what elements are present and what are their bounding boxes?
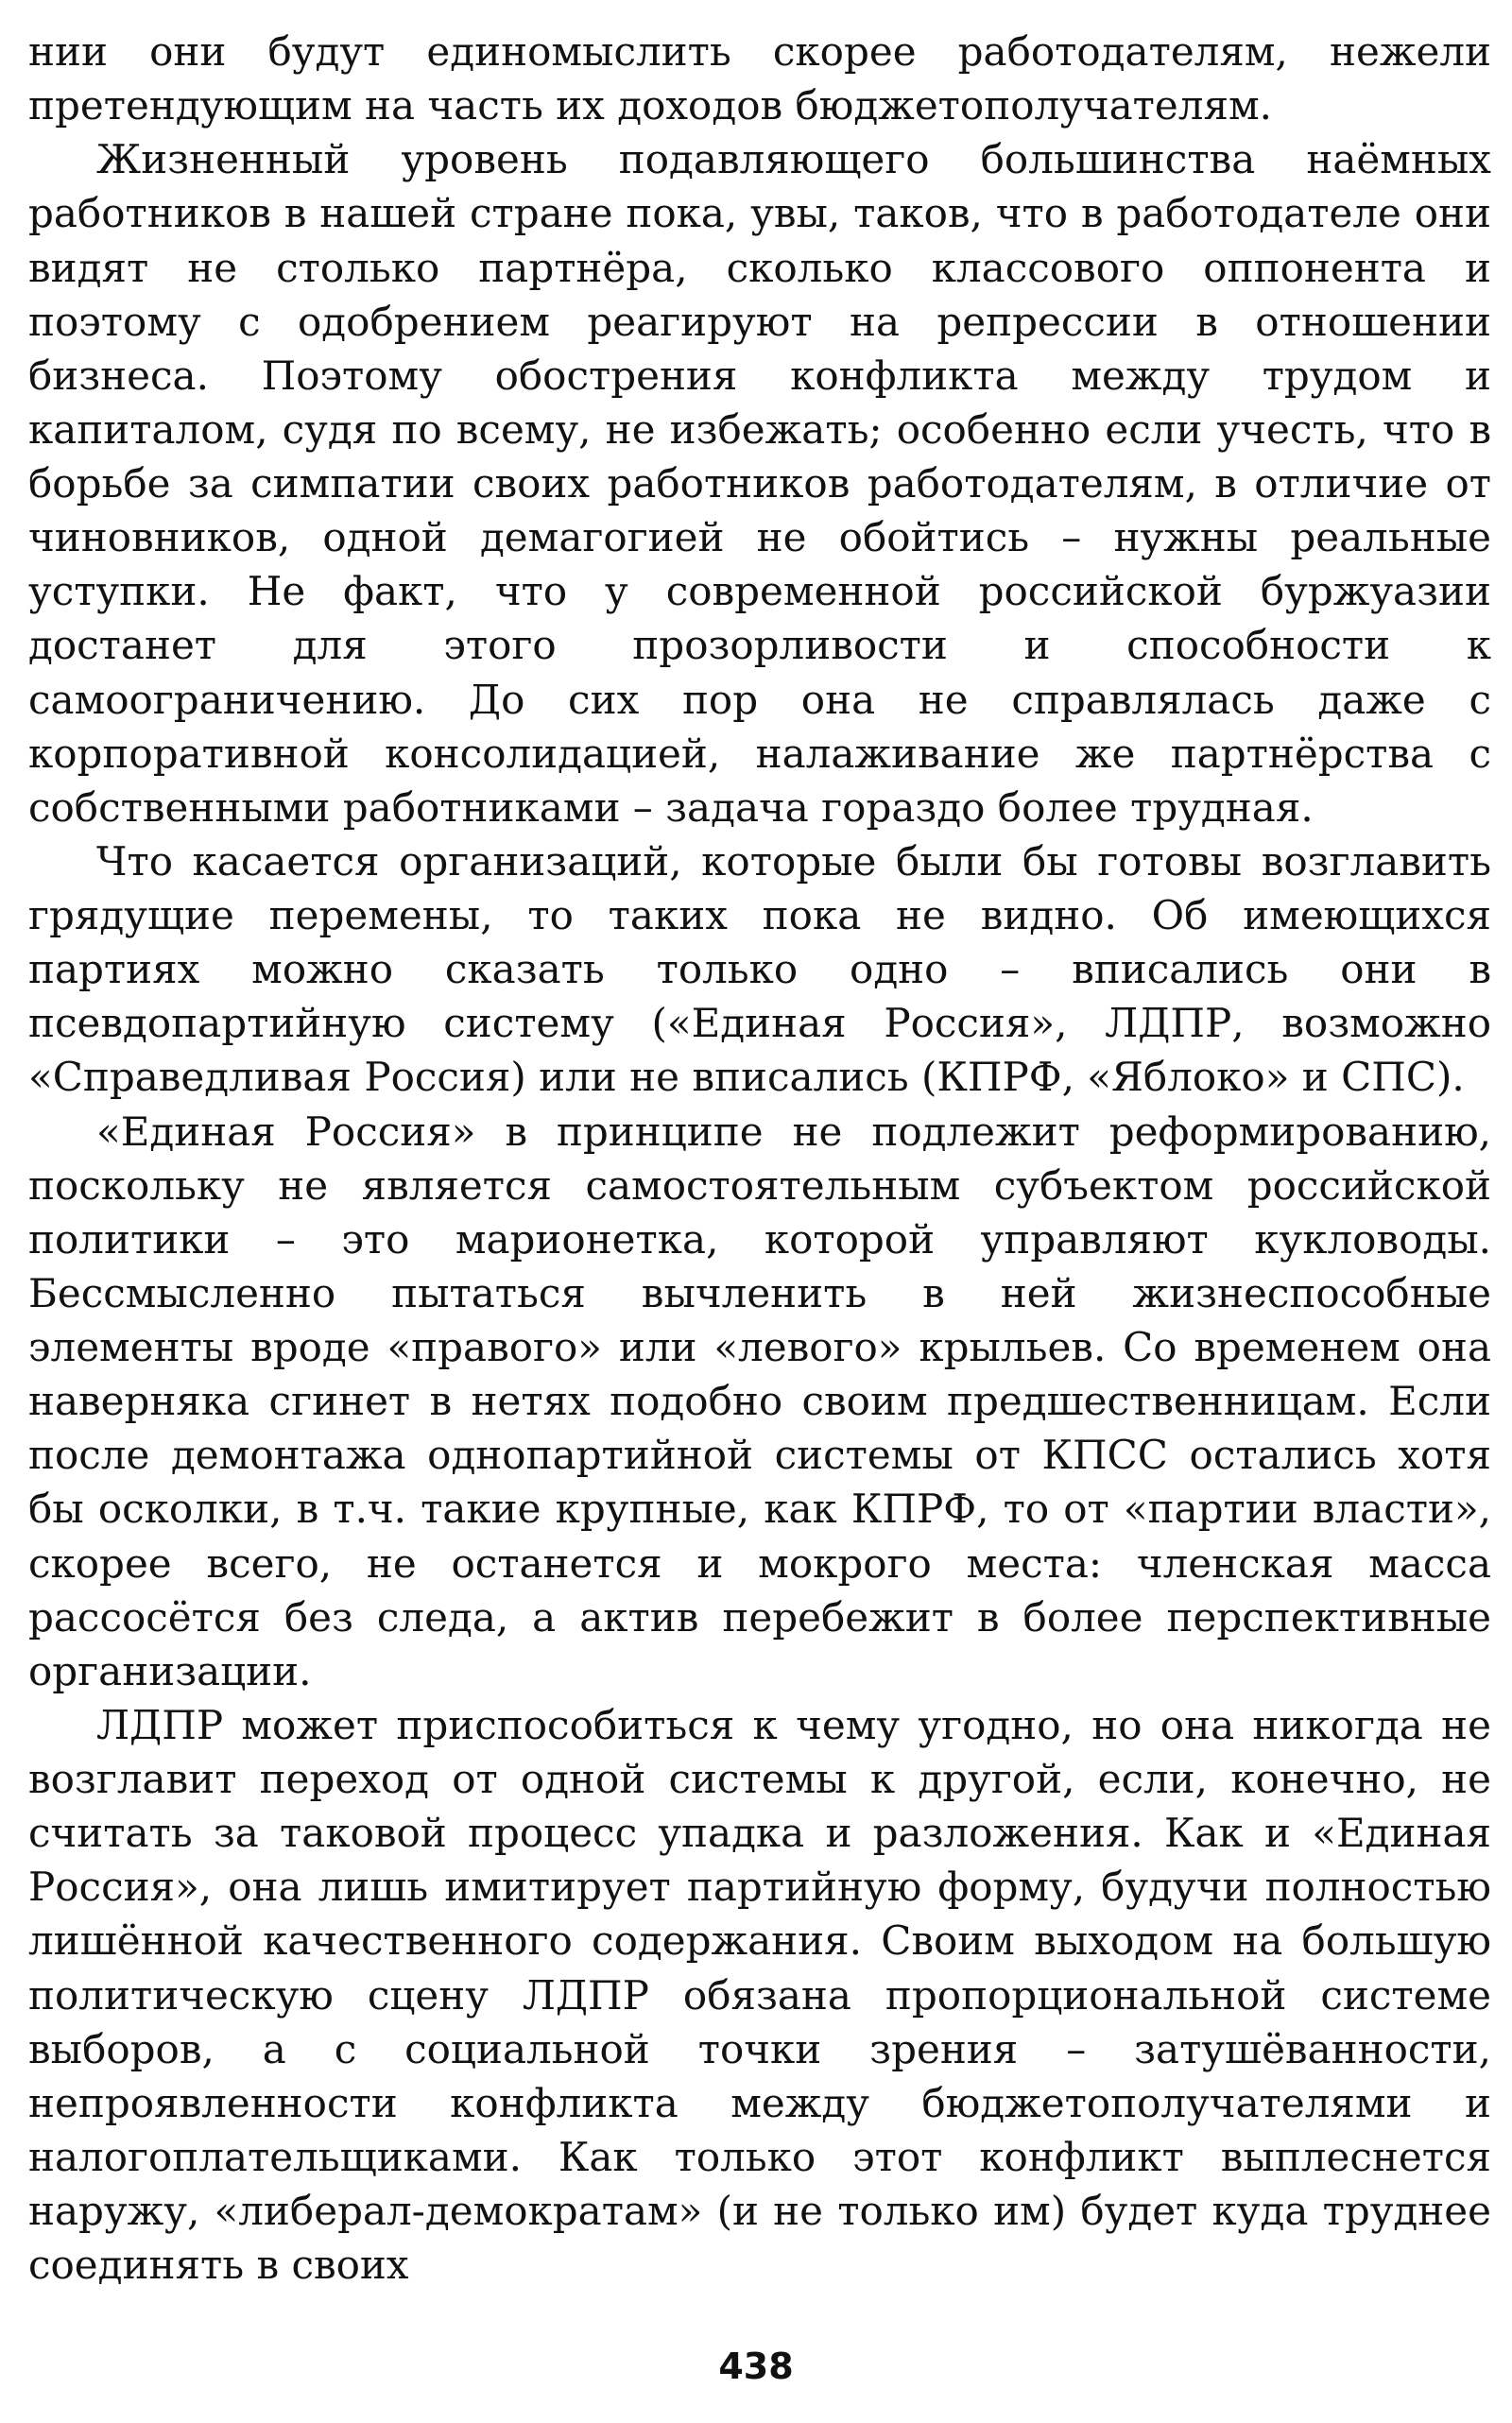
page-body: [28, 25, 1491, 2292]
paragraph-1: нии они будут единомыслить скорее работодателям, нежели претендующим на часть их доходов бюджетополучателям.: [28, 28, 1491, 129]
page-number: 438: [718, 2346, 794, 2387]
paragraph-4: «Единая Россия» в принципе не подлежит реформированию, поскольку не является самостоятельным субъектом российской политики – это марионетка, которой управляют кукловоды. Бессмысленно пытаться вычленить в ней жизнеспособные элементы вроде «правого» или «левого» крыльев. Со временем она наверняка сгинет в нетях подобно своим предшественницам. Если после демонтажа однопартийной системы от КПСС остались хотя бы осколки, в т.ч. такие крупные, как КПРФ, то от «партии власти», скорее всего, не останется и мокрого места: членская масса рассосётся без следа, а актив перебежит в более перспективные организации.: [28, 1108, 1491, 1694]
paragraph-5: ЛДПР может приспособиться к чему угодно, но она никогда не возглавит переход от одной системы к другой, если, конечно, не считать за таковой процесс упадка и разложения. Как и «Единая Россия», она лишь имитирует партийную форму, будучи полностью лишённой качественного содержания. Своим выходом на большую политическую сцену ЛДПР обязана пропорциональной системе выборов, а с социальной точки зрения – затушёванности, непроявленности конфликта между бюджетополучателями и налогоплательщиками. Как только этот конфликт выплеснется наружу, «либерал-демократам» (и не только им) будет куда труднее соединять в своих: [28, 1701, 1491, 2289]
paragraph-2: Жизненный уровень подавляющего большинства наёмных работников в нашей стране пока, увы, таков, что в работодателе они видят не столько партнёра, сколько классового оппонента и поэтому с одобрением реагируют на репрессии в отношении бизнеса. Поэтому обострения конфликта между трудом и капиталом, судя по всему, не избежать; особенно если учесть, что в борьбе за симпатии своих работников работодателям, в отличие от чиновников, одной демагогией не обойтись – нужны реальные уступки. Не факт, что у современной российской буржуазии достанет для этого прозорливости и способности к самоограничению. До сих пор она не справлялась даже с корпоративной консолидацией, налаживание же партнёрства с собственными работниками – задача гораздо более трудная.: [28, 136, 1491, 831]
paragraph-3: Что касается организаций, которые были бы готовы возглавить грядущие перемены, то таких пока не видно. Об имеющихся партиях можно сказать только одно – вписались они в псевдопартийную систему («Единая Россия», ЛДПР, возможно «Справедливая Россия) или не вписались (КПРФ, «Яблоко» и СПС).: [28, 837, 1491, 1101]
